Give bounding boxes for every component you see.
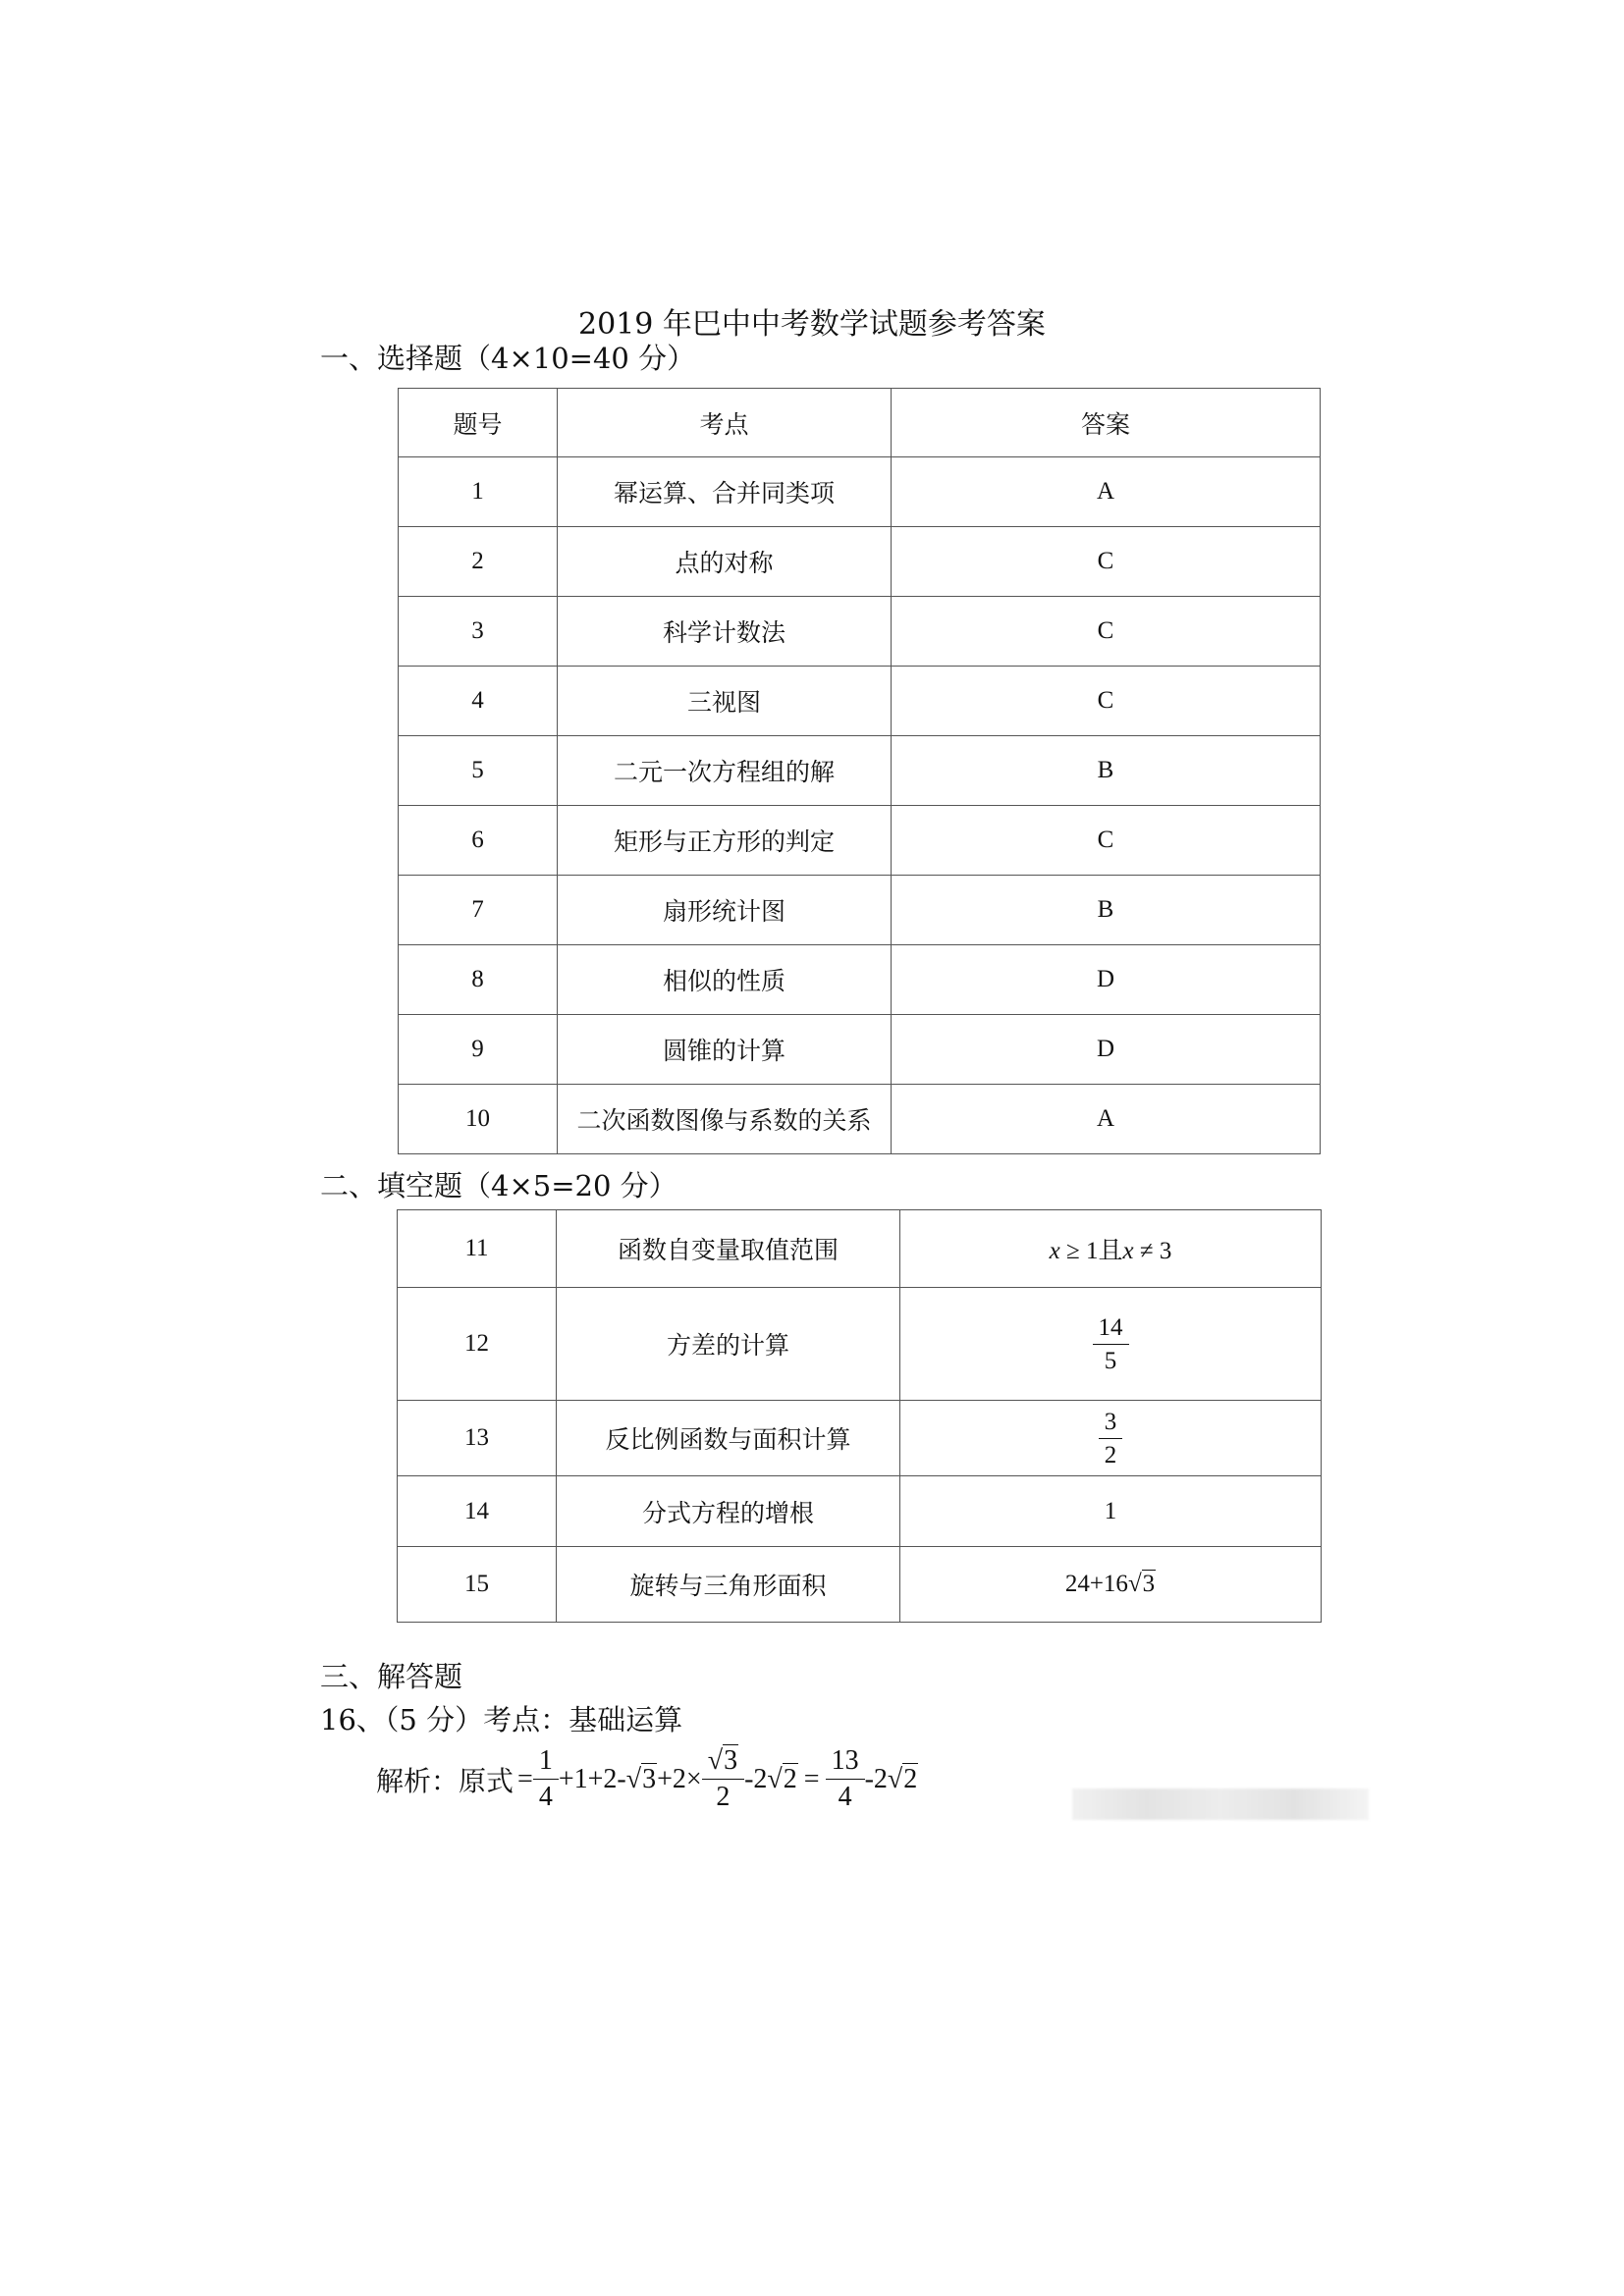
knowledge-point: 矩形与正方形的判定 [558,806,892,876]
answer: A [892,457,1321,527]
table-row [399,736,1321,806]
square-root: √3 [707,1745,738,1776]
table-row [398,1288,1322,1401]
relation: ≥ 1 [1059,1238,1099,1264]
knowledge-point: 三视图 [558,667,892,736]
radicand: 3 [724,1745,738,1776]
table-row [398,1401,1322,1476]
fill-in-table [397,1209,1322,1623]
solution-label: 解析：原式 [376,1764,514,1797]
square-root: √3 [1127,1571,1156,1597]
table-row [399,945,1321,1015]
term: +2× [657,1763,702,1794]
answer-prefix: 24+16 [1064,1571,1128,1597]
table-row [399,457,1321,527]
q16-solution [376,1747,918,1811]
term: -2 [744,1763,768,1794]
answer: 1 [900,1476,1322,1547]
answer: C [892,597,1321,667]
knowledge-point: 旋转与三角形面积 [557,1547,900,1623]
knowledge-point: 圆锥的计算 [558,1015,892,1085]
square-root: √3 [625,1763,657,1794]
question-number: 10 [399,1085,558,1154]
page-title: 2019 年巴中中考数学试题参考答案 [578,307,1046,342]
radicand: 3 [642,1763,657,1794]
answer [900,1401,1322,1476]
numerator: 1 [533,1747,559,1780]
knowledge-point: 分式方程的增根 [557,1476,900,1547]
section2-heading: 二、填空题（4×5=20 分） [320,1169,677,1202]
knowledge-point: 二元一次方程组的解 [558,736,892,806]
conjunction: 且 [1098,1236,1123,1264]
answer: C [892,667,1321,736]
knowledge-point: 函数自变量取值范围 [557,1210,900,1288]
denominator: 5 [1104,1347,1117,1374]
table-row [399,806,1321,876]
variable-x: x [1049,1238,1060,1264]
radicand: 2 [783,1763,797,1794]
term: +1+2- [558,1763,626,1794]
question-number: 15 [398,1547,557,1623]
table-row [399,1015,1321,1085]
header-point: 考点 [558,389,892,457]
answer: D [892,945,1321,1015]
numerator: 13 [826,1747,865,1780]
question-number: 14 [398,1476,557,1547]
radicand: 3 [1142,1571,1156,1597]
table-row [399,667,1321,736]
table-row [399,1085,1321,1154]
knowledge-point: 二次函数图像与系数的关系 [558,1085,892,1154]
question-number: 6 [399,806,558,876]
table-row [398,1210,1322,1288]
blurred-watermark [1072,1789,1369,1820]
square-root: √2 [887,1763,918,1794]
answer: A [892,1085,1321,1154]
question-number: 8 [399,945,558,1015]
knowledge-point: 方差的计算 [557,1288,900,1401]
multiple-choice-table [398,388,1321,1154]
variable-x: x [1122,1238,1134,1264]
table-row [398,1476,1322,1547]
fraction-sqrt3-2 [702,1747,744,1811]
table-header-row [399,389,1321,457]
knowledge-point: 反比例函数与面积计算 [557,1401,900,1476]
question-number: 11 [398,1210,557,1288]
table-row [398,1547,1322,1623]
table-row [399,527,1321,597]
fraction [1093,1315,1129,1373]
knowledge-point: 科学计数法 [558,597,892,667]
knowledge-point: 扇形统计图 [558,876,892,945]
header-answer: 答案 [892,389,1321,457]
equals: = [803,1763,820,1794]
question-number: 5 [399,736,558,806]
answer: C [892,527,1321,597]
section3-heading: 三、解答题 [320,1660,463,1693]
term: -2 [864,1763,888,1794]
table-row [399,876,1321,945]
header-number: 题号 [399,389,558,457]
knowledge-point: 幂运算、合并同类项 [558,457,892,527]
relation: ≠ 3 [1133,1238,1172,1264]
denominator: 2 [716,1782,731,1812]
square-root: √2 [767,1763,797,1794]
fraction [1099,1410,1123,1468]
numerator: 14 [1093,1315,1129,1345]
question-number: 3 [399,597,558,667]
answer [900,1547,1322,1623]
fraction-1-4 [533,1747,559,1811]
question-number: 12 [398,1288,557,1401]
fraction-13-4 [826,1747,865,1811]
question-number: 1 [399,457,558,527]
section1-heading: 一、选择题（4×10=40 分） [320,342,696,375]
equals: = [517,1763,533,1794]
answer: B [892,736,1321,806]
denominator: 4 [838,1782,852,1812]
denominator: 2 [1104,1441,1117,1468]
question-number: 2 [399,527,558,597]
answer [900,1210,1322,1288]
radicand: 2 [903,1763,918,1794]
answer [900,1288,1322,1401]
answer: B [892,876,1321,945]
denominator: 4 [538,1782,553,1812]
question-number: 13 [398,1401,557,1476]
table-row [399,597,1321,667]
answer: D [892,1015,1321,1085]
knowledge-point: 相似的性质 [558,945,892,1015]
knowledge-point: 点的对称 [558,527,892,597]
numerator [702,1747,744,1780]
q16-heading: 16、（5 分）考点：基础运算 [320,1703,683,1736]
question-number: 4 [399,667,558,736]
answer: C [892,806,1321,876]
numerator: 3 [1099,1410,1123,1439]
question-number: 7 [399,876,558,945]
question-number: 9 [399,1015,558,1085]
